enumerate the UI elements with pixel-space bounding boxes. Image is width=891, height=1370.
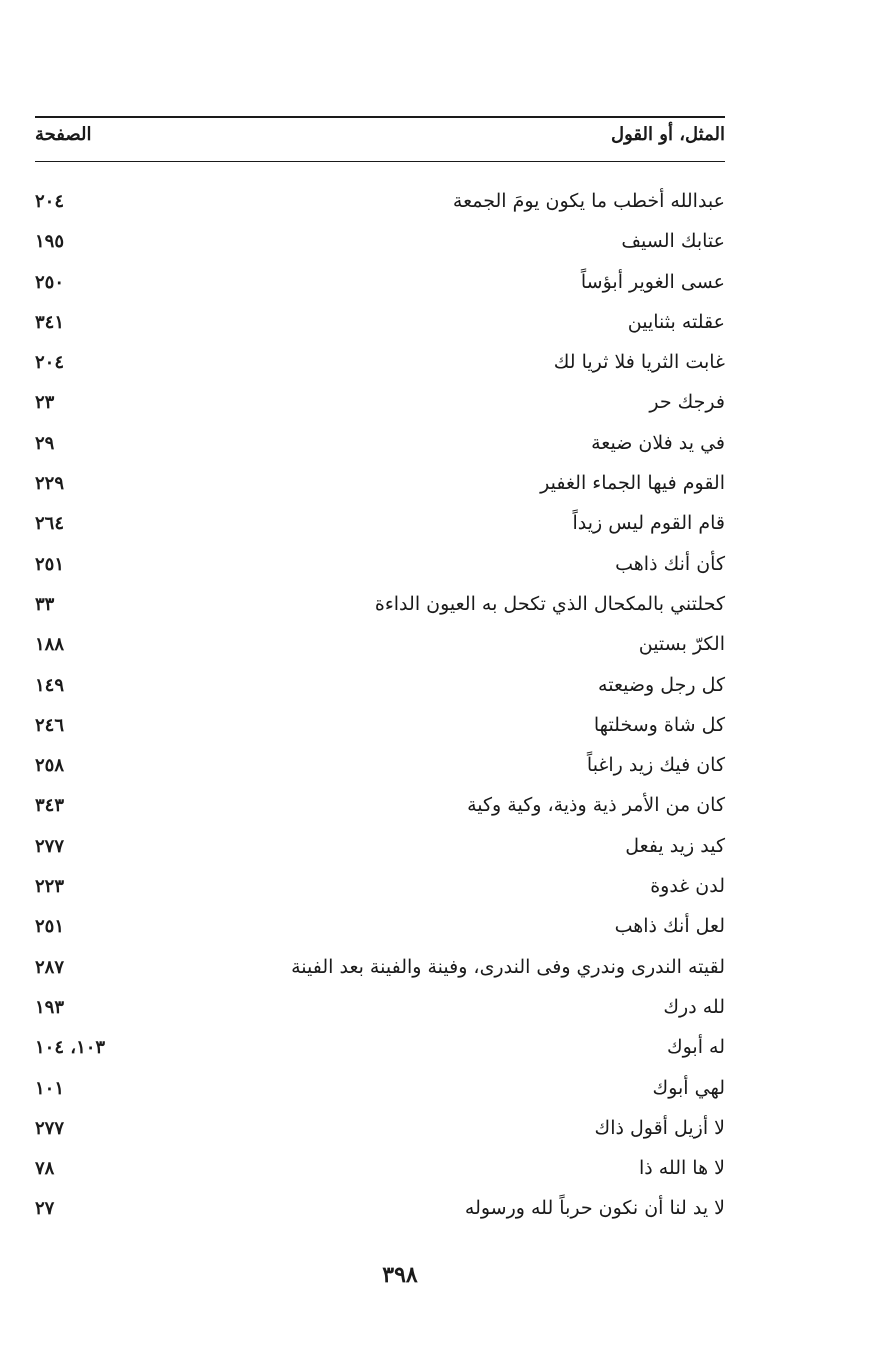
header-saying-label: المثل، أو القول <box>611 124 725 145</box>
index-row <box>35 952 725 992</box>
index-row <box>35 549 725 589</box>
index-list <box>35 186 725 1234</box>
page-reference: ٢٧ <box>35 1198 55 1220</box>
page-reference: ٢٨٧ <box>35 956 65 978</box>
index-row <box>35 347 725 387</box>
index-row <box>35 871 725 911</box>
page-reference: ١٤٩ <box>35 674 65 696</box>
page-reference: ٢٠٤ <box>35 352 65 374</box>
saying-text: في يد فلان ضيعة <box>591 431 725 454</box>
header-rule <box>35 161 725 162</box>
page-reference: ٢٢٣ <box>35 876 65 898</box>
index-row <box>35 428 725 468</box>
page-reference: ١٠١ <box>35 1077 65 1099</box>
saying-text: كل رجل وضيعته <box>598 673 725 696</box>
page-number: ٣٩٨ <box>382 1262 418 1288</box>
page-reference: ٢٥٠ <box>35 271 65 293</box>
page-reference: ٧٨ <box>35 1158 55 1180</box>
saying-text: عقلته بثنايين <box>627 310 725 333</box>
saying-text: كأن أنك ذاهب <box>615 552 725 575</box>
header-page-label: الصفحة <box>35 124 92 145</box>
index-row <box>35 267 725 307</box>
saying-text: كان فيك زيد راغباً <box>586 754 725 777</box>
saying-text: غابت الثريا فلا ثريا لك <box>553 351 725 374</box>
index-row <box>35 790 725 830</box>
index-row <box>35 710 725 750</box>
index-row <box>35 629 725 669</box>
saying-text: قام القوم ليس زيداً <box>572 512 725 535</box>
page-reference: ٣٤١ <box>35 311 65 333</box>
saying-text: كل شاة وسخلتها <box>593 713 725 736</box>
saying-text: لا ها الله ذا <box>638 1157 725 1180</box>
page-reference: ٢٥١ <box>35 553 65 575</box>
index-row <box>35 307 725 347</box>
page-reference: ١٩٣ <box>35 996 65 1018</box>
page-reference: ٢٥١ <box>35 916 65 938</box>
page-reference: ٢٠٤ <box>35 191 65 212</box>
top-rule <box>35 116 725 118</box>
page-reference: ٢٧٧ <box>35 1117 65 1139</box>
index-row <box>35 387 725 427</box>
page-reference: ٢٥٨ <box>35 755 65 777</box>
page-reference: ٣٣ <box>35 593 55 615</box>
saying-text: لقيته الندرى وندري وفى الندرى، وفينة والفينة بعد الفينة <box>291 955 725 978</box>
saying-text: لهي أبوك <box>652 1076 725 1099</box>
saying-text: عتابك السيف <box>621 230 725 253</box>
index-row <box>35 1153 725 1193</box>
index-row <box>35 186 725 226</box>
page-reference: ٢٤٦ <box>35 714 65 736</box>
saying-text: كان من الأمر ذية وذية، وكية وكية <box>467 794 725 817</box>
index-row <box>35 589 725 629</box>
index-row <box>35 911 725 951</box>
saying-text: لعل أنك ذاهب <box>614 915 725 938</box>
saying-text: عسى الغوير أبؤساً <box>580 270 725 293</box>
page-reference: ٣٤٣ <box>35 795 65 817</box>
saying-text: كيد زيد يفعل <box>625 834 725 857</box>
index-page <box>35 0 725 1370</box>
index-row <box>35 831 725 871</box>
saying-text: كحلتني بالمكحال الذي تكحل به العيون الداءة <box>374 592 725 615</box>
index-row <box>35 468 725 508</box>
saying-text: لا يد لنا أن نكون حرباً لله ورسوله <box>464 1197 725 1220</box>
index-row <box>35 1193 725 1233</box>
saying-text: عبدالله أخطب ما يكون يومَ الجمعة <box>452 190 725 212</box>
index-row <box>35 670 725 710</box>
index-row <box>35 1032 725 1072</box>
index-row <box>35 992 725 1032</box>
index-row <box>35 1073 725 1113</box>
index-row <box>35 1113 725 1153</box>
page-reference: ٢٧٧ <box>35 835 65 857</box>
page-reference: ٢٩ <box>35 432 55 454</box>
index-row <box>35 226 725 266</box>
saying-text: الكرّ بستين <box>638 633 725 656</box>
page-reference: ٢٦٤ <box>35 513 65 535</box>
page-reference: ١٠٣، ١٠٤ <box>35 1037 106 1059</box>
saying-text: لله درك <box>663 995 725 1018</box>
index-row <box>35 508 725 548</box>
index-row <box>35 750 725 790</box>
saying-text: القوم فيها الجماء الغفير <box>540 472 725 495</box>
table-header <box>35 124 725 154</box>
page-reference: ٢٣ <box>35 392 55 414</box>
saying-text: له أبوك <box>666 1036 725 1059</box>
page-reference: ١٨٨ <box>35 634 65 656</box>
page-reference: ٢٢٩ <box>35 473 65 495</box>
saying-text: لدن غدوة <box>650 875 725 898</box>
saying-text: فرجك حر <box>649 391 725 414</box>
page-reference: ١٩٥ <box>35 231 65 253</box>
saying-text: لا أزيل أقول ذاك <box>594 1116 725 1139</box>
